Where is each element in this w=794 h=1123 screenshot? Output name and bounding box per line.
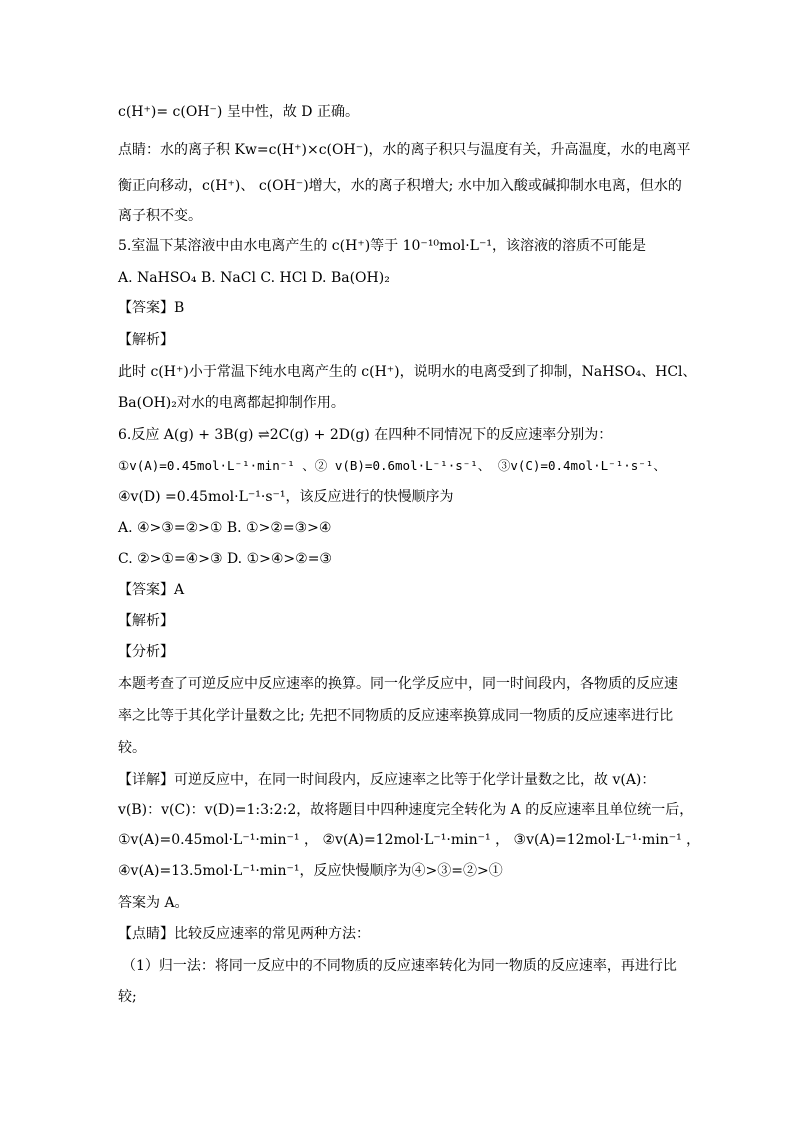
text-line: Ba(OH)₂对水的电离都起抑制作用。 [118,395,345,411]
answer-label: 【答案】A [118,582,185,598]
text-line: v(B)：v(C)：v(D)=1:3:2:2，故将题目中四种速度完全转化为 A 的反应速率且单位统一后， [118,802,694,818]
question-6-conditions: ①v(A)=0.45mol·L⁻¹·min⁻¹ 、② v(B)=0.6mol·L⁻¹·s⁻¹、 ③v(C)=0.4mol·L⁻¹·s⁻¹、 [118,458,666,473]
answer-label: 【答案】B [118,300,185,316]
text-line: 衡正向移动，c(H⁺)、 c(OH⁻)增大，水的离子积增大; 水中加入酸或碱抑制水电离，但水的 [118,178,682,194]
question-6-options-cd: C. ②>①=④>③ D. ①>④>②=③ [118,551,332,567]
question-5: 5.室温下某溶液中由水电离产生的 c(H⁺)等于 10⁻¹⁰mol·L⁻¹，该溶液的溶质不可能是 [118,238,646,254]
question-6-options-ab: A. ④>③=②>① B. ①>②=③>④ [118,520,332,536]
question-5-options: A. NaHSO₄ B. NaCl C. HCl D. Ba(OH)₂ [118,270,390,286]
detail-label-line: 【详解】可逆反应中，在同一时间段内，反应速率之比等于化学计量数之比，故 v(A)： [118,772,656,788]
text-line: 此时 c(H⁺)小于常温下纯水电离产生的 c(H⁺)，说明水的电离受到了抑制，NaHSO₄、HCl、 [118,364,697,380]
question-6: 6.反应 A(g) + 3B(g) ⇌2C(g) + 2D(g) 在四种不同情况下的反应速率分别为： [118,427,613,443]
tip-label-line: 【点睛】比较反应速率的常见两种方法： [118,926,370,942]
text-line: 点睛：水的离子积 Kw=c(H⁺)×c(OH⁻)，水的离子积只与温度有关，升高温度，水的电离平 [118,142,691,158]
text-line: ①v(A)=0.45mol·L⁻¹·min⁻¹ ， ②v(A)=12mol·L⁻¹·min⁻¹ ， ③v(A)=12mol·L⁻¹·min⁻¹ ， [118,832,701,848]
text-line: 离子积不变。 [118,208,202,224]
text-line: 本题考查了可逆反应中反应速率的换算。同一化学反应中，同一时间段内，各物质的反应速 [118,676,678,692]
text-line: c(H⁺)= c(OH⁻) 呈中性，故 D 正确。 [118,104,359,120]
question-6-conditions-cont: ④v(D) =0.45mol·L⁻¹·s⁻¹，该反应进行的快慢顺序为 [118,489,454,505]
text-line: 较; [118,989,137,1005]
text-line: （1）归一法：将同一反应中的不同物质的反应速率转化为同一物质的反应速率，再进行比 [122,958,677,974]
analysis-sub-label: 【分析】 [118,644,174,660]
analysis-label: 【解析】 [118,332,174,348]
analysis-label: 【解析】 [118,613,174,629]
answer-line: 答案为 A。 [118,895,189,911]
text-line: 率之比等于其化学计量数之比; 先把不同物质的反应速率换算成同一物质的反应速率进行比 [118,708,674,724]
text-line: ④v(A)=13.5mol·L⁻¹·min⁻¹，反应快慢顺序为④>③=②>① [118,863,503,879]
text-line: 较。 [118,740,146,756]
